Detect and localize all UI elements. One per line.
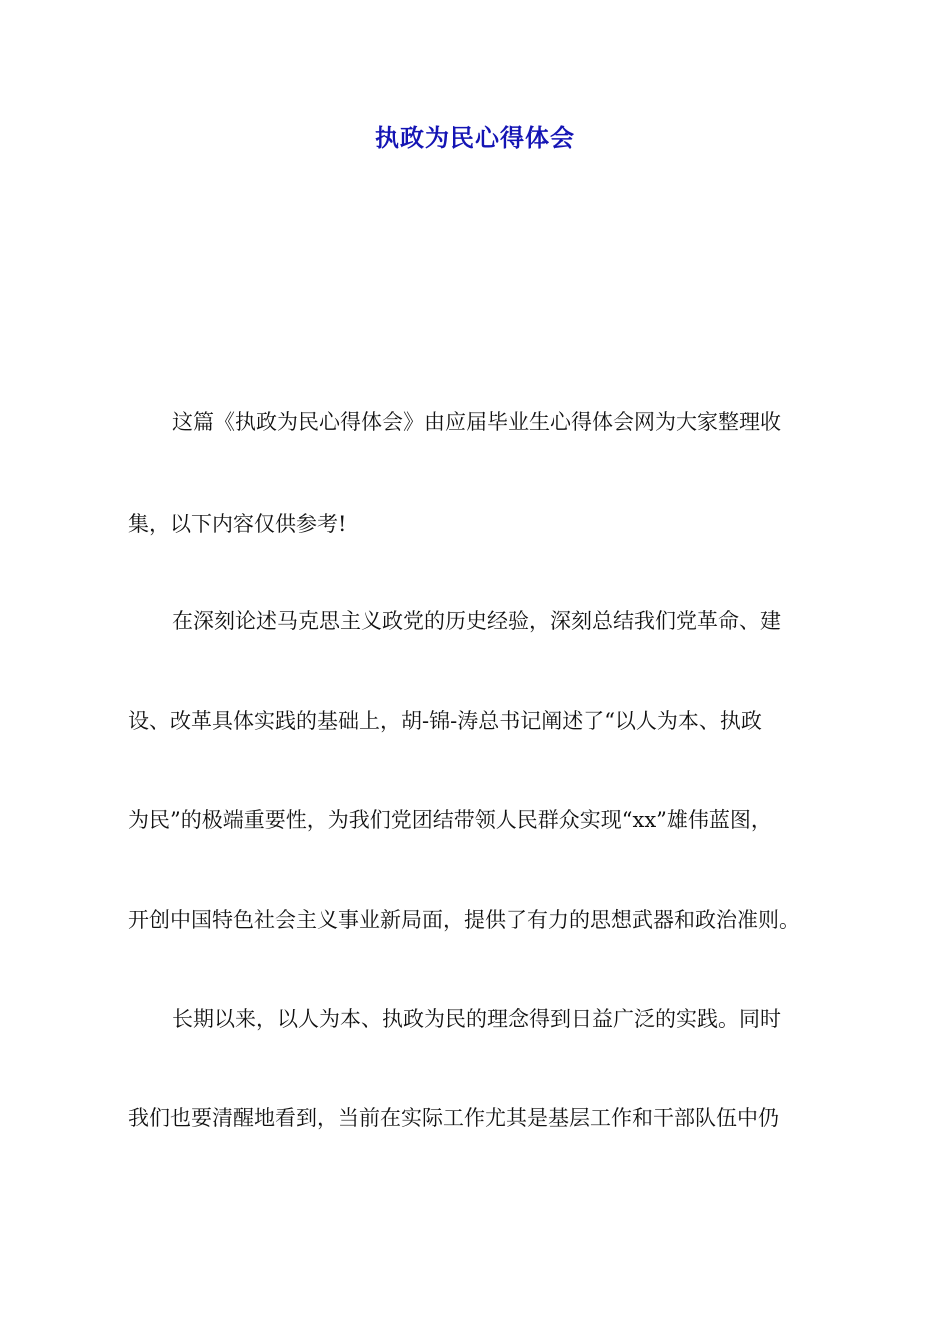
paragraph-2-line-2: 设、改革具体实践的基础上，胡-锦-涛总书记阐述了“以人为本、执政 — [128, 709, 762, 733]
paragraph-2-line-4: 开创中国特色社会主义事业新局面，提供了有力的思想武器和政治准则。 — [128, 908, 800, 932]
paragraph-3-line-1: 长期以来，以人为本、执政为民的理念得到日益广泛的实践。同时 — [172, 1007, 781, 1031]
paragraph-3-line-2: 我们也要清醒地看到，当前在实际工作尤其是基层工作和干部队伍中仍 — [128, 1106, 779, 1130]
paragraph-2-line-1: 在深刻论述马克思主义政党的历史经验，深刻总结我们党革命、建 — [172, 609, 781, 633]
paragraph-2-line-3: 为民”的极端重要性，为我们党团结带领人民群众实现“xx”雄伟蓝图， — [128, 808, 772, 832]
paragraph-1-line-2: 集，以下内容仅供参考! — [128, 512, 347, 536]
document-title: 执政为民心得体会 — [375, 124, 575, 152]
paragraph-1-line-1: 这篇《执政为民心得体会》由应届毕业生心得体会网为大家整理收 — [172, 410, 781, 434]
